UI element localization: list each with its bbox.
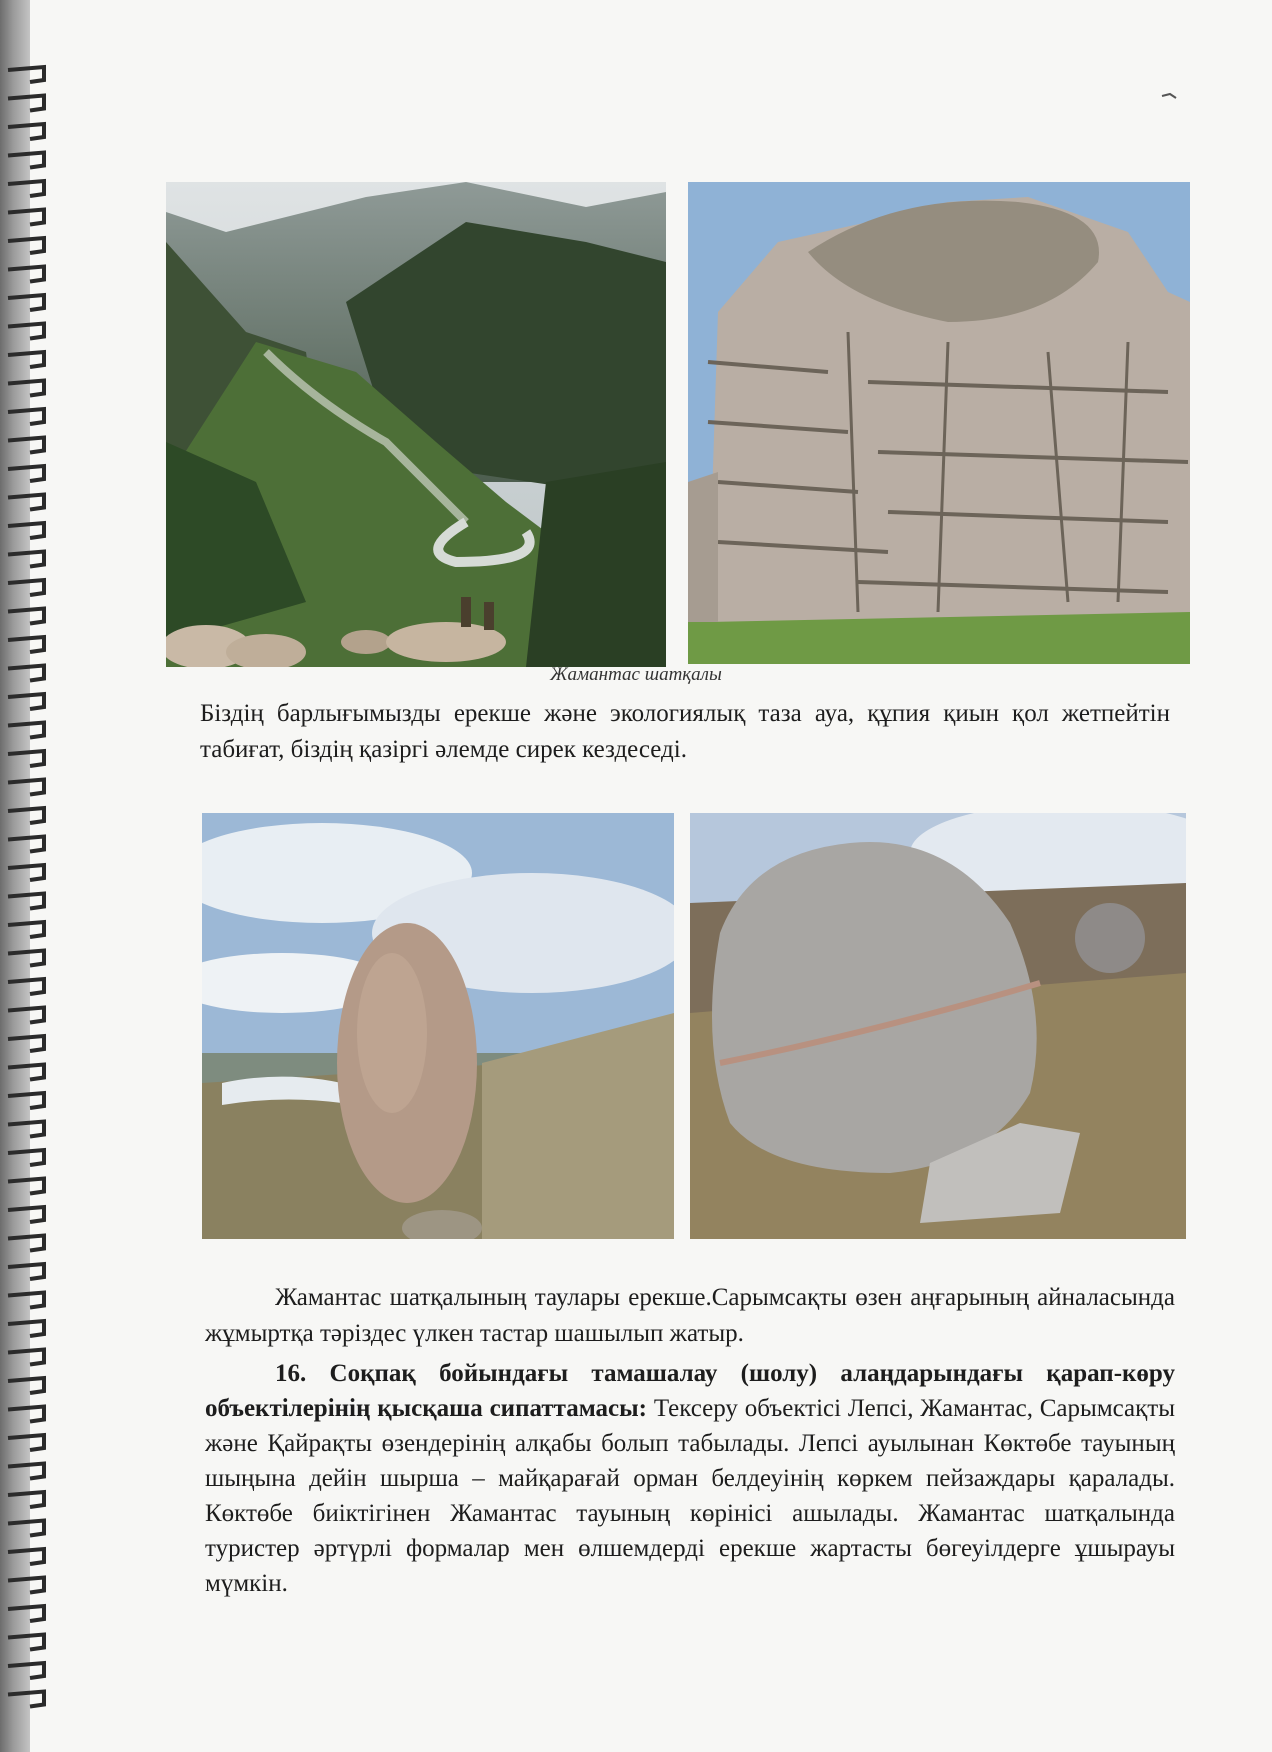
figure-caption: Жамантас шатқалы (550, 664, 722, 685)
binding-ring (8, 865, 44, 880)
binding-ring (8, 1435, 44, 1450)
binding-ring (8, 580, 44, 595)
binding-ring (8, 694, 44, 709)
binding-ring (8, 751, 44, 766)
binding-ring (8, 1663, 44, 1678)
binding-ring (8, 352, 44, 367)
binding-ring (8, 96, 44, 111)
binding-ring (8, 922, 44, 937)
large-round-boulder-photo (690, 813, 1186, 1239)
binding-ring (8, 894, 44, 909)
binding-ring (8, 210, 44, 225)
binding-ring (8, 267, 44, 282)
binding-ring (8, 495, 44, 510)
granite-rock-formation-photo (688, 182, 1190, 664)
binding-ring (8, 1093, 44, 1108)
binding-ring (8, 1036, 44, 1051)
binding-ring (8, 552, 44, 567)
binding-ring (8, 1065, 44, 1080)
binding-ring (8, 153, 44, 168)
egg-shaped-boulder-photo (202, 813, 674, 1239)
binding-ring (8, 1293, 44, 1308)
binding-ring (8, 438, 44, 453)
scan-mark (1160, 90, 1180, 102)
binding-ring (8, 979, 44, 994)
binding-ring (8, 1179, 44, 1194)
binding-ring (8, 1122, 44, 1137)
valley-description-paragraph: Жамантас шатқалының таулары ерекше.Сарымсақты өзен аңғарының айналасында жұмыртқа тәріздес үлкен тастар шашылып жатыр. (205, 1284, 1175, 1347)
binding-ring (8, 1407, 44, 1422)
binding-ring (8, 295, 44, 310)
binding-ring (8, 67, 44, 82)
binding-ring (8, 780, 44, 795)
binding-ring (8, 1321, 44, 1336)
binding-ring (8, 181, 44, 196)
binding-ring (8, 409, 44, 424)
binding-ring (8, 1464, 44, 1479)
binding-ring (8, 1635, 44, 1650)
binding-ring (8, 1236, 44, 1251)
binding-ring (8, 1578, 44, 1593)
binding-ring (8, 1378, 44, 1393)
intro-paragraph: Біздің барлығымызды ерекше және экологиялық таза ауа, құпия қиын қол жетпейтін табиғат, біздің қазіргі әлемде сирек кездеседі. (200, 700, 1170, 763)
binding-ring (8, 837, 44, 852)
binding-ring (8, 523, 44, 538)
binding-ring (8, 1521, 44, 1536)
spiral-binding-rings (0, 0, 70, 1752)
binding-ring (8, 124, 44, 139)
binding-ring (8, 1350, 44, 1365)
binding-ring (8, 637, 44, 652)
binding-ring (8, 1692, 44, 1707)
binding-ring (8, 381, 44, 396)
binding-ring (8, 324, 44, 339)
binding-ring (8, 1150, 44, 1165)
binding-ring (8, 466, 44, 481)
binding-ring (8, 1606, 44, 1621)
section-16-heading: 16. Соқпақ бойындағы тамашалау (шолу) алаңдарындағы қарап-көру объектілерінің қысқаша сипаттамасы: (205, 1360, 1175, 1422)
binding-ring (8, 1549, 44, 1564)
binding-ring (8, 238, 44, 253)
section-16-paragraph (205, 1356, 1175, 1601)
binding-ring (8, 609, 44, 624)
binding-ring (8, 1008, 44, 1023)
binding-ring (8, 1492, 44, 1507)
section-16-body: Тексеру объектісі Лепсі, Жамантас, Сарымсақты және Қайрақты өзендерінің алқабы болып табылады. Лепсі ауылынан Көктөбе тауының шыңына дейін шырша – майқарағай орман белдеуінің көркем пейзаждары қаралады. Көктөбе биіктігінен Жамантас тауының көрінісі ашылады. Жамантас шатқалында туристер әртүрлі формалар мен өлшемдерді ерекше жартасты бөгеуілдерге ұшырауы мүмкін. (205, 1395, 1176, 1597)
binding-ring (8, 1264, 44, 1279)
binding-ring (8, 723, 44, 738)
binding-ring (8, 951, 44, 966)
mountain-valley-photo (166, 182, 666, 667)
binding-ring (8, 808, 44, 823)
binding-ring (8, 1207, 44, 1222)
